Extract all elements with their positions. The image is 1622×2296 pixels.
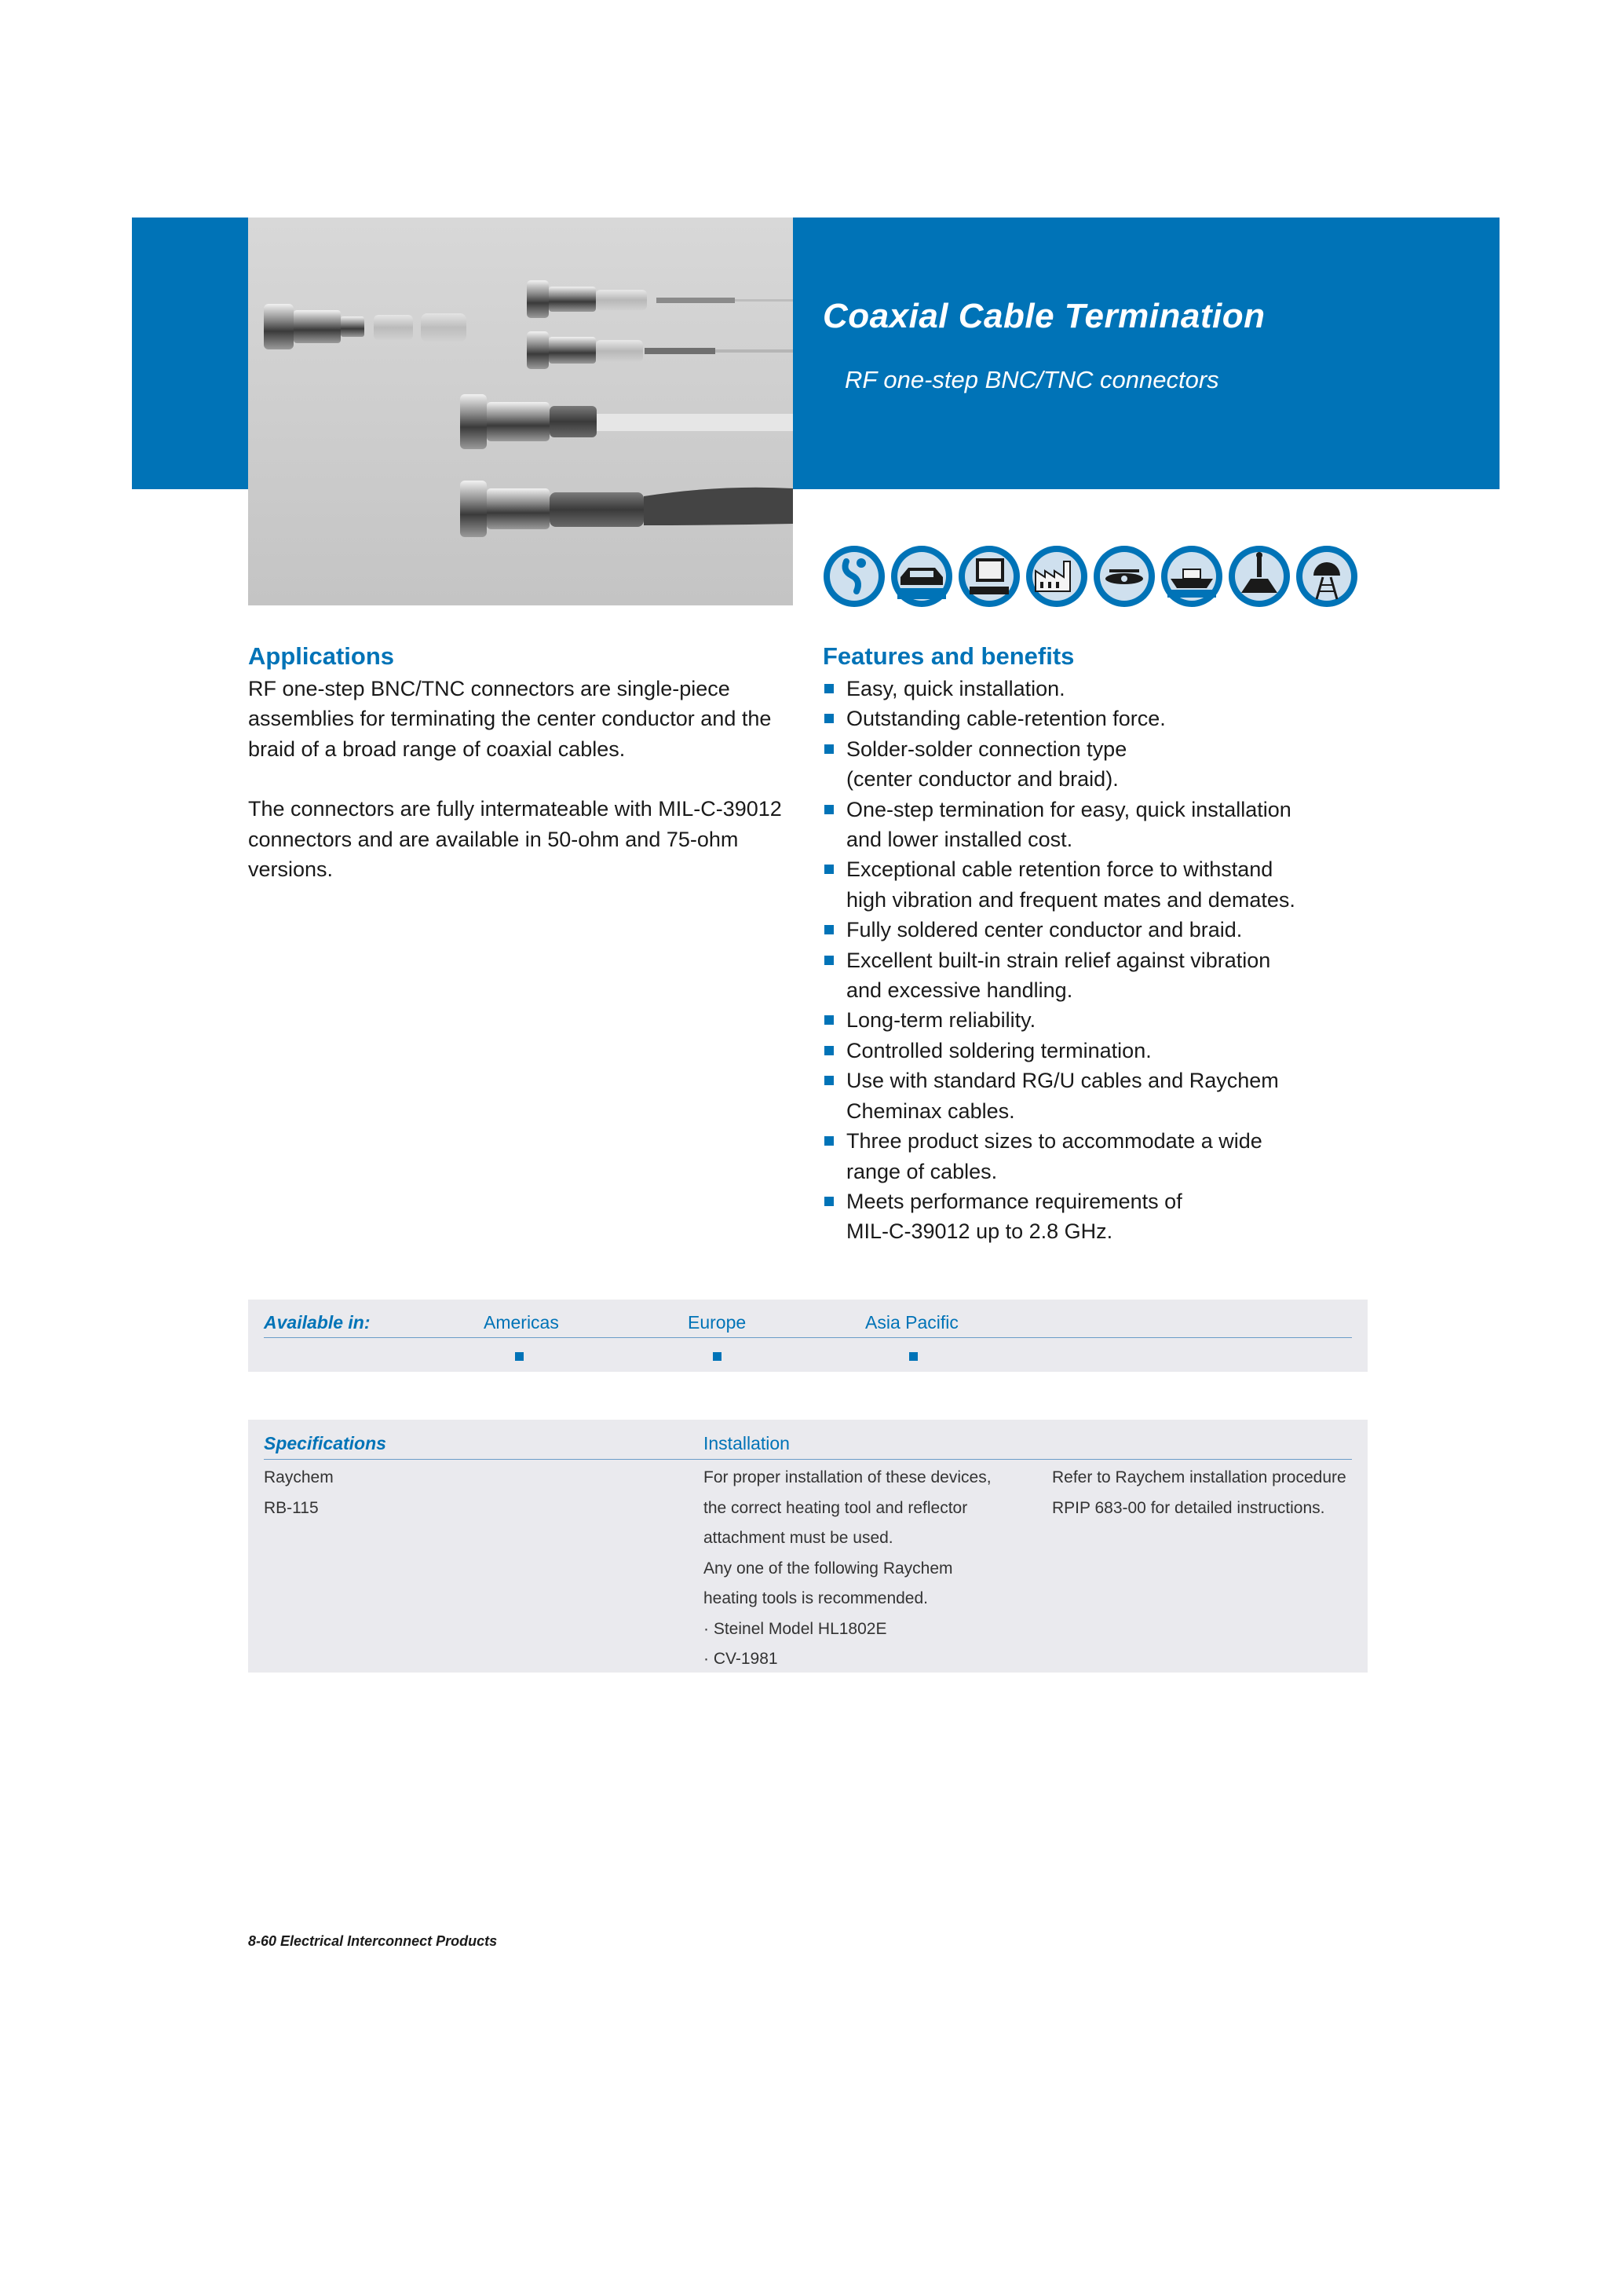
marine-ship-icon	[1160, 544, 1224, 609]
feature-item	[823, 1126, 1467, 1186]
installation-line: Any one of the following Raychem	[703, 1559, 953, 1578]
installation-line: · CV-1981	[703, 1650, 778, 1668]
region-asia-pacific: Asia Pacific	[865, 1312, 959, 1333]
installation-line: attachment must be used.	[703, 1529, 893, 1547]
feature-text: Solder-solder connection type	[846, 737, 1127, 761]
connector-photo-illustration	[248, 218, 793, 605]
features-heading: Features and benefits	[823, 642, 1075, 670]
feature-item	[823, 674, 1467, 704]
feature-item	[823, 1066, 1467, 1126]
header-banner-left	[132, 218, 248, 489]
applications-body	[248, 674, 782, 914]
aerospace-aircraft-icon	[1092, 544, 1156, 609]
feature-text: and excessive handling.	[846, 978, 1073, 1003]
feature-text: high vibration and frequent mates and demates.	[846, 887, 1295, 912]
page-subtitle: RF one-step BNC/TNC connectors	[845, 366, 1219, 393]
region-europe: Europe	[688, 1312, 747, 1333]
feature-text: Controlled soldering termination.	[846, 1038, 1152, 1062]
procedure-line: RPIP 683-00 for detailed instructions.	[1052, 1498, 1325, 1517]
spec-line: RB-115	[264, 1498, 319, 1517]
applications-heading: Applications	[248, 642, 395, 670]
feature-text: Three product sizes to accommodate a wide	[846, 1129, 1262, 1153]
feature-item	[823, 945, 1467, 1006]
feature-text: MIL-C-39012 up to 2.8 GHz.	[846, 1219, 1113, 1244]
availability-box	[248, 1300, 1368, 1372]
feature-item	[823, 854, 1467, 915]
feature-text: Use with standard RG/U cables and Raychem	[846, 1069, 1279, 1093]
feature-item	[823, 1186, 1467, 1247]
feature-item	[823, 734, 1467, 795]
feature-item	[823, 704, 1467, 733]
specifications-box	[248, 1420, 1368, 1673]
page-footer: 8-60 Electrical Interconnect Products	[248, 1933, 498, 1949]
feature-item	[823, 915, 1467, 945]
application-icon-row	[822, 544, 1359, 609]
feature-text: Outstanding cable-retention force.	[846, 707, 1166, 731]
feature-text: Long-term reliability.	[846, 1008, 1036, 1033]
spec-column	[264, 1463, 334, 1523]
installation-column	[703, 1463, 992, 1675]
feature-text: One-step termination for easy, quick installation	[846, 797, 1291, 821]
available-marker-asia-pacific	[909, 1352, 918, 1361]
region-americas: Americas	[484, 1312, 559, 1333]
procedure-line: Refer to Raychem installation procedure	[1052, 1468, 1346, 1486]
feature-text: Excellent built-in strain relief against vibration	[846, 948, 1271, 972]
features-list	[823, 674, 1467, 1247]
communications-icon	[822, 544, 886, 609]
procedure-column	[1052, 1463, 1346, 1523]
availability-rule	[264, 1337, 1352, 1338]
feature-item	[823, 1036, 1467, 1066]
installation-heading: Installation	[703, 1433, 790, 1453]
specifications-rule	[264, 1459, 1352, 1460]
feature-text: and lower installed cost.	[846, 828, 1073, 852]
feature-text: Easy, quick installation.	[846, 677, 1065, 700]
installation-line: · Steinel Model HL1802E	[703, 1619, 887, 1638]
railway-icon	[1295, 544, 1359, 609]
automotive-icon	[890, 544, 954, 609]
spec-line: Raychem	[264, 1468, 334, 1486]
feature-item	[823, 795, 1467, 855]
product-photo	[248, 218, 793, 605]
feature-text: Exceptional cable retention force to withstand	[846, 857, 1273, 882]
applications-paragraph: The connectors are fully intermateable with MIL-C-39012 connectors and are available in 50-ohm and 75-ohm versions.	[248, 797, 782, 882]
header-banner-right	[793, 218, 1500, 489]
applications-paragraph: RF one-step BNC/TNC connectors are single-piece assemblies for terminating the center conductor and the braid of a broad range of coaxial cables.	[248, 677, 772, 761]
computer-icon	[957, 544, 1021, 609]
specifications-heading: Specifications	[264, 1433, 386, 1453]
feature-text: Meets performance requirements of	[846, 1189, 1182, 1213]
installation-line: For proper installation of these devices,	[703, 1468, 992, 1486]
page-title: Coaxial Cable Termination	[823, 297, 1266, 335]
installation-line: the correct heating tool and reflector	[703, 1498, 968, 1517]
feature-text: Fully soldered center conductor and braid.	[846, 918, 1243, 942]
industrial-factory-icon	[1025, 544, 1089, 609]
feature-item	[823, 1005, 1467, 1035]
available-marker-americas	[515, 1352, 524, 1361]
available-marker-europe	[713, 1352, 721, 1361]
installation-line: heating tools is recommended.	[703, 1589, 928, 1607]
availability-label: Available in:	[264, 1312, 371, 1333]
feature-text: (center conductor and braid).	[846, 767, 1119, 792]
feature-text: range of cables.	[846, 1159, 998, 1183]
feature-text: Cheminax cables.	[846, 1099, 1015, 1123]
military-icon	[1227, 544, 1291, 609]
